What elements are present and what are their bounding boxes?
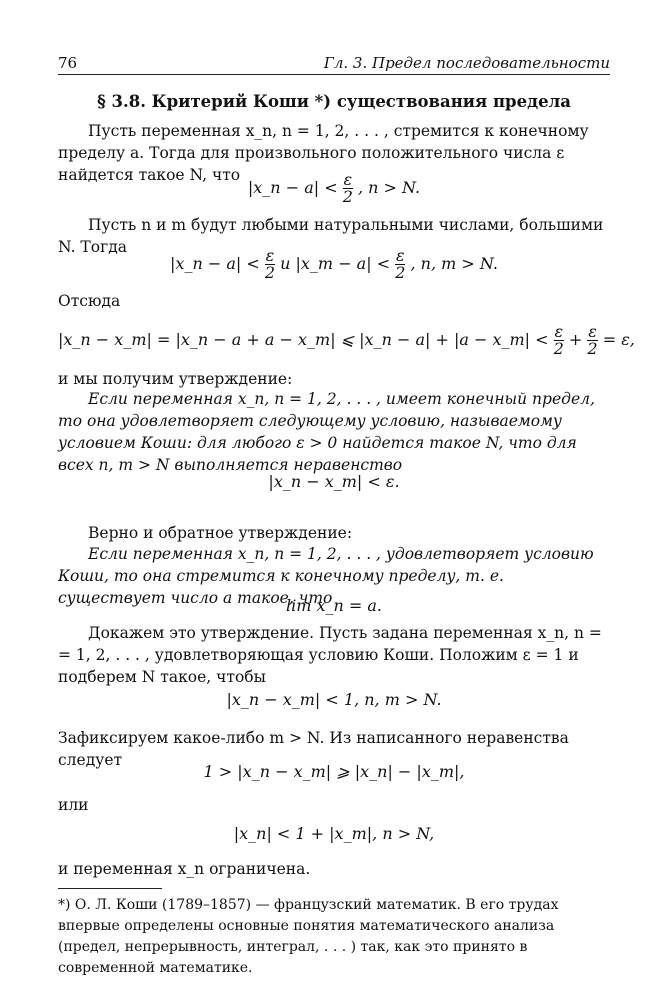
- formula-2-num-b: ε: [396, 246, 405, 265]
- formula-1-num: ε: [343, 170, 353, 189]
- section-title: § 3.8. Критерий Коши *) существования предела: [97, 92, 571, 111]
- formula-1-rhs: , n > N.: [357, 178, 421, 197]
- formula-3-den-a: 2: [553, 339, 564, 358]
- formula-2-den-a: 2: [264, 263, 276, 282]
- formula-5: lim x_n = a.: [285, 596, 383, 615]
- formula-2-fraction-a: [265, 248, 275, 281]
- formula-3-rhs: = ε,: [602, 330, 635, 349]
- formula-2: [58, 248, 610, 281]
- formula-3-fraction-b: [587, 324, 597, 357]
- formula-2-c: , n, m > N.: [410, 254, 498, 273]
- formula-2-b: и |x_m − a| <: [280, 254, 391, 273]
- page-number: 76: [58, 54, 78, 72]
- formula-2-den-b: 2: [395, 263, 406, 282]
- formula-4: |x_n − x_m| < ε.: [268, 472, 400, 491]
- formula-3-fraction-a: [554, 324, 564, 357]
- paragraph-3: Отсюда: [58, 292, 121, 310]
- formula-1: [58, 172, 610, 205]
- formula-3: [58, 322, 635, 358]
- formula-3-den-b: 2: [587, 339, 598, 358]
- paragraph-8: Докажем это утверждение. Пусть задана переменная x_n, n = = 1, 2, . . . , удовлетворяющая условию Коши. Положим ε = 1 и подберем N такое, чтобы: [58, 624, 602, 686]
- formula-3-num-a: ε: [554, 322, 564, 341]
- paragraph-2: Пусть n и m будут любыми натуральными числами, большими N. Тогда: [58, 216, 604, 256]
- formula-1-lhs: |x_n − a| <: [247, 178, 338, 197]
- footnote-rule: [58, 888, 162, 889]
- formula-3-plus: +: [568, 330, 583, 349]
- paragraph-9: Зафиксируем какое-либо m > N. Из написанного неравенства следует: [58, 729, 569, 769]
- paragraph-10: или: [58, 796, 89, 814]
- formula-1-den: 2: [342, 187, 353, 206]
- paragraph-6: Верно и обратное утверждение:: [88, 524, 353, 542]
- formula-3-num-b: ε: [588, 322, 597, 341]
- formula-6: |x_n − x_m| < 1, n, m > N.: [226, 690, 442, 709]
- theorem-statement-2: Если переменная x_n, n = 1, 2, . . . , удовлетворяет условию Коши, то она стремится к конечному пределу, т. е. существует число a такое, что: [58, 545, 594, 607]
- paragraph-11: и переменная x_n ограничена.: [58, 860, 311, 878]
- formula-3-lhs: |x_n − x_m| = |x_n − a + a − x_m| ⩽ |x_n − a| + |a − x_m| <: [58, 330, 549, 349]
- paragraph-1: Пусть переменная x_n, n = 1, 2, . . . , стремится к конечному пределу a. Тогда для произвольного положительного числа ε найдется такое N, что: [58, 122, 589, 184]
- footnote: *) О. Л. Коши (1789–1857) — французский математик. В его трудах впервые определены основные понятия математического анализа (предел, непрерывность, интеграл, . . . ) так, как это принято в современной математике.: [58, 897, 559, 976]
- formula-2-num-a: ε: [265, 246, 275, 265]
- running-title: Гл. 3. Предел последовательности: [323, 54, 610, 72]
- theorem-statement-1: Если переменная x_n, n = 1, 2, . . . , имеет конечный предел, то она удовлетворяет следующему условию, называемому условием Коши: для любого ε > 0 найдется такое N, что для всех n, m > N выполняется неравенство: [58, 390, 595, 474]
- running-header: [58, 54, 610, 75]
- paragraph-4: и мы получим утверждение:: [58, 370, 293, 388]
- formula-2-fraction-b: [395, 248, 405, 281]
- formula-1-fraction: [343, 172, 353, 205]
- formula-2-a: |x_n − a| <: [170, 254, 260, 273]
- formula-7: 1 > |x_n − x_m| ⩾ |x_n| − |x_m|,: [203, 762, 465, 781]
- formula-8: |x_n| < 1 + |x_m|, n > N,: [233, 824, 435, 843]
